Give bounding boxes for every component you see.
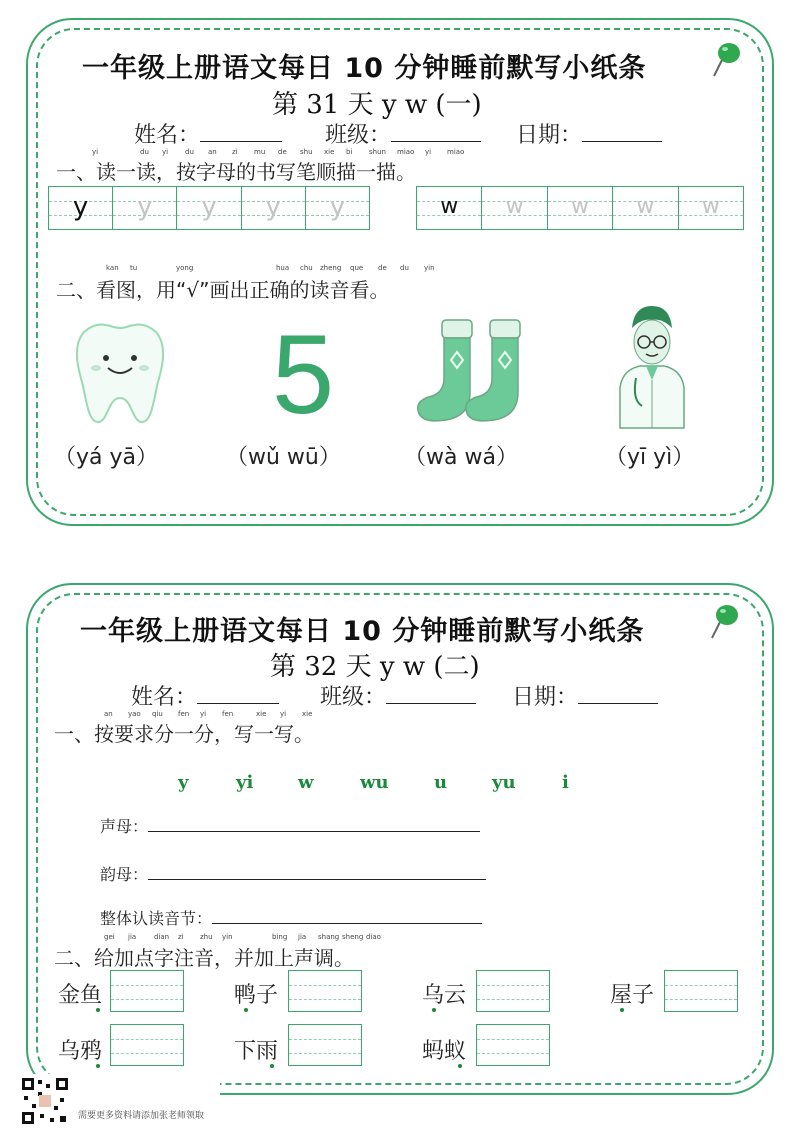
card2-name-label: 姓名： [131, 680, 279, 711]
word-yazi: 鸭子 [234, 983, 279, 1008]
finals-blank[interactable] [148, 879, 486, 880]
card1-name-blank[interactable] [200, 141, 282, 142]
syllable-yi: yi [236, 772, 254, 793]
tracing-cell[interactable]: w [613, 187, 678, 229]
word-xiayu: 下雨 [234, 1039, 279, 1064]
card1-section1-instruction: 一、读一读，按字母的书写笔顺描一描。 [56, 160, 416, 184]
tracing-cell[interactable]: y [49, 187, 113, 229]
card1-section1-pinyin: yi du yi du an zi mu de shu xie bi shun miao yi miao [92, 148, 465, 156]
reading-option-doctor[interactable]: （yī yì） [605, 445, 695, 470]
pushpin-icon [708, 38, 744, 80]
emphasis-dot [458, 1064, 462, 1068]
answer-box[interactable] [664, 970, 738, 1012]
card2-name-blank[interactable] [197, 703, 279, 704]
card2-class-blank[interactable] [386, 703, 476, 704]
reading-option-five[interactable]: （wǔ wū） [226, 445, 341, 470]
emphasis-dot [96, 1064, 100, 1068]
tracing-cell[interactable]: y [113, 187, 177, 229]
card2-date-label: 日期： [512, 680, 658, 711]
finals-field: 韵母： [100, 862, 486, 885]
whole-syllables-field: 整体认读音节： [100, 906, 482, 929]
tracing-cell[interactable]: y [177, 187, 241, 229]
tracing-cell[interactable]: y [242, 187, 306, 229]
answer-box[interactable] [476, 1024, 550, 1066]
syllable-u: u [434, 772, 448, 793]
card2-section1-instruction: 一、按要求分一分，写一写。 [54, 722, 314, 746]
emphasis-dot [432, 1008, 436, 1012]
answer-box[interactable] [288, 970, 362, 1012]
tracing-grid-w[interactable] [416, 186, 744, 230]
qr-code-icon[interactable] [20, 1076, 70, 1126]
card1-date-label: 日期： [516, 118, 662, 149]
card1-title: 一年级上册语文每日 10 分钟睡前默写小纸条 [82, 53, 647, 84]
syllable-w: w [298, 772, 314, 793]
card2-title: 一年级上册语文每日 10 分钟睡前默写小纸条 [80, 616, 645, 647]
card1-section2-pinyin: kan tu yong hua chu zheng que de du yin [106, 264, 435, 272]
card2-subtitle: 第 32 天 y w (二) [270, 652, 480, 682]
initials-field: 声母： [100, 814, 480, 837]
card2-section2-pinyin: gei jia dian zi zhu yin bing jia shang sheng diao [104, 933, 381, 941]
answer-box[interactable] [110, 970, 184, 1012]
answer-box[interactable] [110, 1024, 184, 1066]
tooth-icon [70, 318, 170, 428]
whole-syllables-blank[interactable] [212, 923, 482, 924]
reading-option-socks[interactable]: （wà wá） [404, 445, 518, 470]
tracing-cell[interactable]: w [548, 187, 613, 229]
tracing-cell[interactable]: w [679, 187, 743, 229]
card2-date-blank[interactable] [578, 703, 658, 704]
word-wuya: 乌鸦 [58, 1039, 103, 1064]
syllable-yu: yu [492, 772, 516, 793]
card2-section1-pinyin: an yao qiu fen yi fen xie yi xie [104, 710, 313, 718]
emphasis-dot [270, 1064, 274, 1068]
socks-icon [412, 316, 530, 426]
answer-box[interactable] [476, 970, 550, 1012]
card1-date-blank[interactable] [582, 141, 662, 142]
card1-class-blank[interactable] [391, 141, 481, 142]
word-wuzi: 屋子 [610, 983, 655, 1008]
card1-section2-instruction: 二、看图，用“√”画出正确的读音看。 [56, 278, 390, 302]
syllable-i: i [562, 772, 569, 793]
doctor-icon [612, 300, 692, 430]
tracing-cell[interactable]: w [417, 187, 482, 229]
word-wuyun: 乌云 [422, 983, 467, 1008]
number-five: 5 [271, 312, 335, 437]
card1-name-label: 姓名： [134, 118, 282, 149]
card2-section2-instruction: 二、给加点字注音，并加上声调。 [54, 946, 354, 970]
tracing-cell[interactable]: y [306, 187, 369, 229]
emphasis-dot [620, 1008, 624, 1012]
card2-class-label: 班级： [320, 680, 476, 711]
reading-option-tooth[interactable]: （yá yā） [54, 445, 158, 470]
tracing-grid-y[interactable] [48, 186, 370, 230]
emphasis-dot [96, 1008, 100, 1012]
syllable-y: y [178, 772, 189, 793]
word-jinyu: 金鱼 [58, 983, 103, 1008]
tracing-cell[interactable]: w [482, 187, 547, 229]
word-mayi: 蚂蚁 [422, 1039, 467, 1064]
syllable-wu: wu [360, 772, 389, 793]
card1-subtitle: 第 31 天 y w (一) [272, 90, 482, 120]
pushpin-icon [706, 600, 742, 642]
initials-blank[interactable] [148, 831, 480, 832]
card1-class-label: 班级： [325, 118, 481, 149]
emphasis-dot [244, 1008, 248, 1012]
answer-box[interactable] [288, 1024, 362, 1066]
footer-note: 需要更多资料请添加张老师领取 [78, 1111, 205, 1121]
